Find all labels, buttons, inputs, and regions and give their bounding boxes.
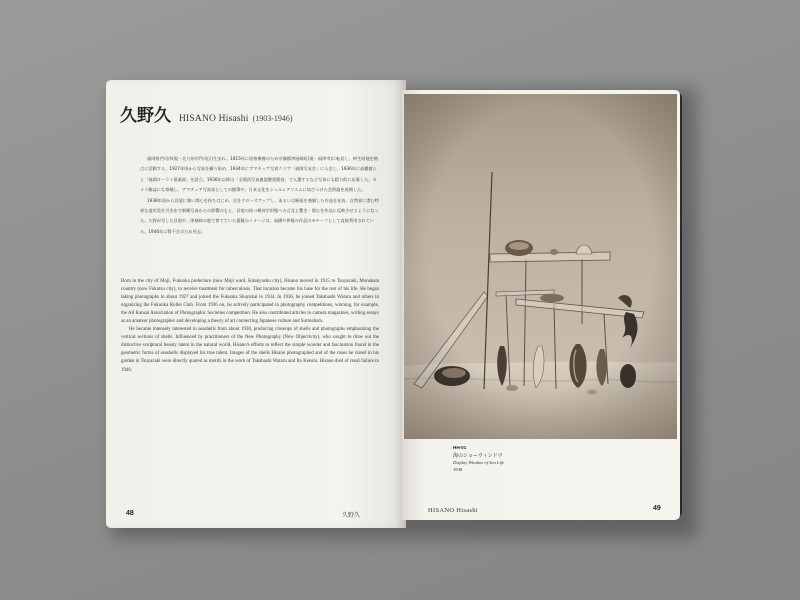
caption-year: 1938 bbox=[453, 467, 463, 472]
running-head-right: HISANO Hisashi bbox=[428, 507, 478, 514]
biography-en-paragraph: He became intensely interested in seashells from about 1938, producing closeups of shells and photographs emphasizing the vertical sections of shells. Influenced by practitioners of the New Photography (New Objectivity), who sought to draw out the distinctive sculptural beauty latent in the natural world, Hisano's efforts to reflect the simple wonder and fascination found in the geometric forms of seashells displayed his true talent. Images of the shells Hisano photographed and of the roses he raised in his garden in Tsuyazaki were directly quoted as motifs in the work of Takahashi Wataru and Ito Kenshi. Hisano died of renal failure in 1946. bbox=[121, 327, 379, 373]
biography-jp bbox=[140, 154, 380, 237]
artist-heading bbox=[120, 101, 293, 126]
page-number-right: 49 bbox=[653, 505, 661, 512]
caption-title-en: Display Window of Sea Life bbox=[453, 460, 505, 465]
page-number-left: 48 bbox=[126, 510, 134, 517]
artist-name-jp: 久野久 bbox=[120, 106, 171, 126]
caption-title-jp: 海のショーウィンドウ bbox=[453, 453, 503, 459]
caption-number: HH-01 bbox=[453, 445, 467, 450]
seashell-photograph bbox=[404, 94, 677, 439]
biography-en bbox=[121, 278, 379, 375]
running-head-left: 久野久 bbox=[342, 512, 361, 519]
biography-en-paragraph: Born in the city of Moji, Fukuoka prefecture (now Moji ward, Kitakyushu city), Hisano moved in 1915 to Tsuyazaki, Munakata country (now Fukutsu city), to receive treatment for tuberculosis. That location became his base for the rest of his life. He began taking photographs in about 1927 and joined the Fukuoka Shayukai in 1934. In 1936, he joined Takahashi Wataru and others in organizing the Fukuoka Rollei Club. From 1936 on, he actively participated in photography competitions, winning, for example, the All Kansai Association of Photographic Societies competition. He also contributed articles to camera magazines, writing essays as an amateur photographer and developing a theory of art connecting Japanese culture and Surrealism. bbox=[121, 279, 379, 325]
biography-jp-paragraph: 1938年頃から貝殻に強い関心を持ちはじめ、貝をクローズアップし、あるいは断面を強調した作品を発表。自然界に潜む特異な造形美を引き出す新興写真からの影響のもと、貝殻の持つ幾何学形態への言及と驚き・関心を作品に反映させるようになった。久野が写した貝殻や、津屋崎の庭で育てていた薔薇のイメージは、高橋や伊藤の作品のモチーフとして直接利用されている。1946年に腎不全のため死去。 bbox=[140, 197, 379, 234]
biography-jp-paragraph: 福岡県門司市(現・北九州市門司区)生まれ。1915年に結核療養のため宗像郡津屋崎町(現・福津市)に転居し、終生同地を拠点に活動する。1927年頃から写真を撮り始め、1934年にアマチュア写真クラブ「福岡写友会」に入会し、1936年に高橋渡らと「福岡ローライ倶楽部」を設立。1936年以降は「全関西写真連盟懸賞競技」で入選するなど写真にも精力的に応募した。カメラ雑誌にも寄稿し、アマチュア写真家としての随筆や、日本文化をシュルレアリスムに結びつけた芸術論を展開した。 bbox=[140, 156, 379, 193]
artist-years: (1903-1946) bbox=[252, 114, 293, 123]
artist-name-en: HISANO Hisashi bbox=[179, 114, 249, 124]
